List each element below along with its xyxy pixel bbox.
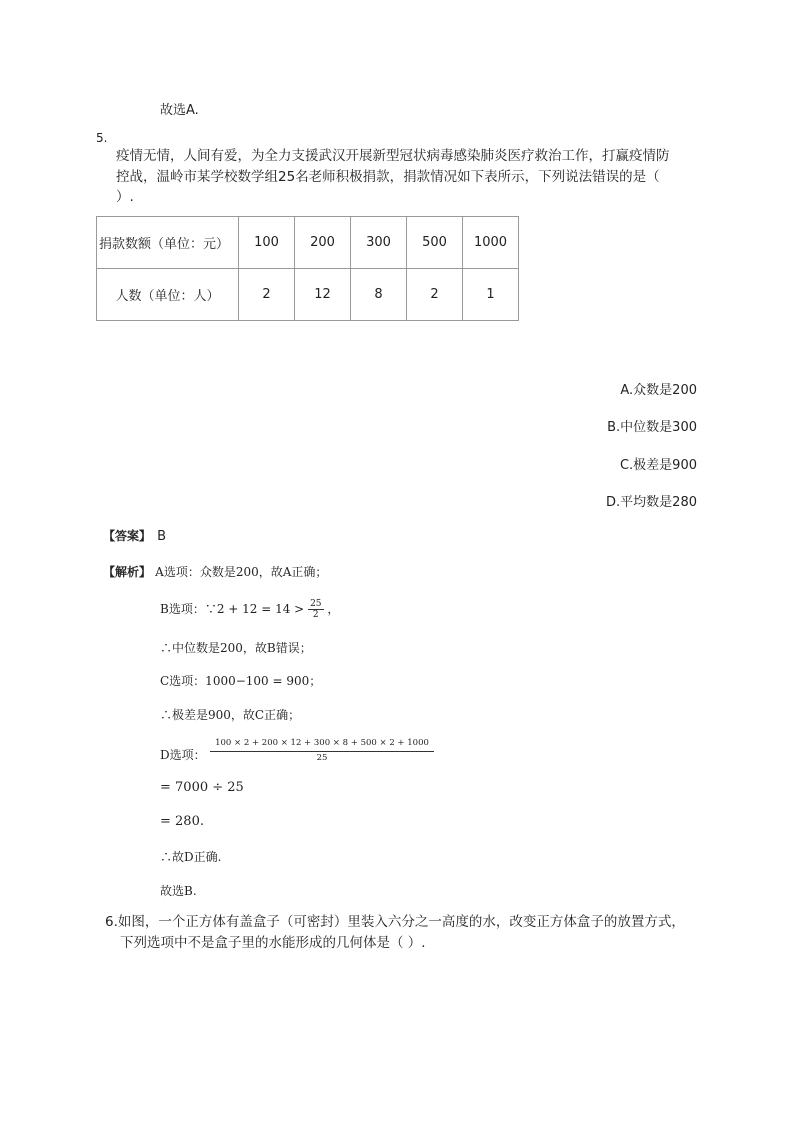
- question-5-line-3: ）.: [116, 189, 134, 205]
- analysis-line-8: = 280.: [160, 814, 204, 829]
- table-cell: 2: [239, 269, 295, 321]
- analysis-line-9: ∴故D正确.: [160, 850, 222, 864]
- table-row-amounts: [97, 217, 519, 269]
- answer-line: [103, 527, 166, 544]
- analysis-tag: 【解析】: [103, 565, 152, 579]
- option-d[interactable]: D.平均数是280: [606, 495, 697, 510]
- table-cell: 2: [407, 269, 463, 321]
- fraction-numerator: 100 × 2 + 200 × 12 + 300 × 8 + 500 × 2 + 1000: [210, 738, 434, 752]
- question-5-line-1: 疫情无情，人间有爱，为全力支援武汉开展新型冠状病毒感染肺炎医疗救治工作，打赢疫情防: [116, 148, 670, 164]
- donation-table: [96, 216, 519, 321]
- table-header-amount-label: 捐款数额（单位：元）: [97, 217, 239, 269]
- option-c[interactable]: C.极差是900: [619, 458, 697, 473]
- analysis-text: B选项：∵2 + 12 = 14 >: [160, 602, 305, 616]
- question-5-line-2: 控战，温岭市某学校数学组25名老师积极捐款，捐款情况如下表所示，下列说法错误的是（: [116, 169, 660, 185]
- fraction-denominator: 25: [316, 753, 328, 763]
- fraction-denominator: 2: [312, 610, 319, 620]
- analysis-line-5: ∴极差是900，故C正确；: [160, 708, 301, 722]
- analysis-line-3: ∴中位数是200，故B错误；: [160, 641, 312, 655]
- table-cell: 200: [295, 217, 351, 269]
- table-row-counts: [97, 269, 519, 321]
- table-header-count-label: 人数（单位：人）: [97, 269, 239, 321]
- table-cell: 1000: [463, 217, 519, 269]
- fraction-numerator: 25: [310, 599, 322, 609]
- mean-fraction: [210, 738, 434, 764]
- option-a[interactable]: A.众数是200: [620, 383, 697, 398]
- fraction: [308, 599, 323, 620]
- table-cell: 100: [239, 217, 295, 269]
- table-cell: 8: [351, 269, 407, 321]
- analysis-text: A选项：众数是200，故A正确；: [155, 565, 328, 579]
- analysis-line-7: = 7000 ÷ 25: [160, 780, 244, 795]
- option-b[interactable]: B.中位数是300: [607, 420, 697, 435]
- table-cell: 12: [295, 269, 351, 321]
- analysis-line-6-prefix: D选项：: [160, 748, 206, 762]
- analysis-line-4: C选项：1000−100 = 900；: [160, 674, 322, 688]
- table-cell: 500: [407, 217, 463, 269]
- answer-tag: 【答案】: [103, 529, 152, 543]
- question-5-number: 5.: [96, 131, 108, 145]
- analysis-line-1: [103, 563, 327, 580]
- analysis-line-2: [160, 599, 339, 620]
- table-cell: 1: [463, 269, 519, 321]
- analysis-line-10: 故选B.: [160, 884, 197, 898]
- table-cell: 300: [351, 217, 407, 269]
- question-6-line-2: 下列选项中不是盒子里的水能形成的几何体是（ ）.: [120, 935, 426, 951]
- question-6-line-1: 6.如图，一个正方体有盖盒子（可密封）里装入六分之一高度的水，改变正方体盒子的放置方式，: [105, 914, 685, 930]
- previous-conclusion: 故选A.: [160, 103, 199, 118]
- answer-value: B: [157, 529, 167, 544]
- analysis-text: ，: [327, 602, 340, 616]
